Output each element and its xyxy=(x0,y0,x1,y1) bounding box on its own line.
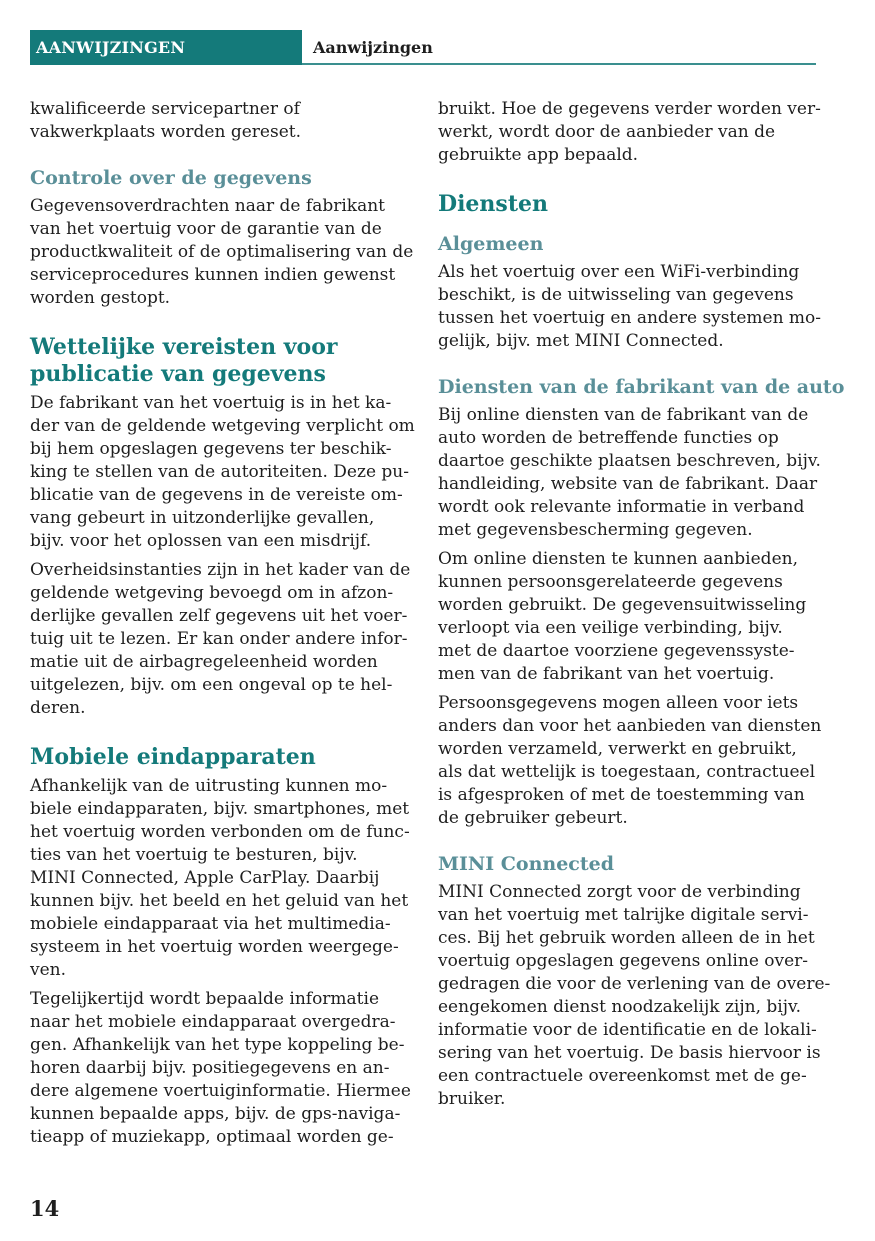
text-line: handleiding, website van de fabrikant. Daar xyxy=(438,474,818,494)
text-line: productkwaliteit of de optimalisering van de xyxy=(30,242,414,262)
text-line: een contractuele overeenkomst met de ge- xyxy=(438,1066,807,1086)
paragraph-mini-connected xyxy=(438,881,831,1111)
text-line: biele eindapparaten, bijv. smartphones, met xyxy=(30,799,410,819)
heading-mini-connected: MINI Connected xyxy=(438,853,615,875)
text-line: Overheidsinstanties zijn in het kader van de xyxy=(30,560,411,580)
text-line: systeem in het voertuig worden weergege- xyxy=(30,937,399,957)
header-rule xyxy=(302,63,816,65)
text-line: matie uit de airbagregeleenheid worden xyxy=(30,652,378,672)
text-line: vakwerkplaats worden gereset. xyxy=(30,122,301,142)
text-line: Persoonsgegevens mogen alleen voor iets xyxy=(438,693,799,713)
page-header-title: Aanwijzingen xyxy=(313,38,433,57)
text-line: kunnen bijv. het beeld en het geluid van het xyxy=(30,891,409,911)
text-line: serviceprocedures kunnen indien gewenst xyxy=(30,265,396,285)
text-line: bijv. voor het oplossen van een misdrijf. xyxy=(30,531,372,551)
text-line: Tegelijkertijd wordt bepaalde informatie xyxy=(30,989,380,1009)
chapter-tab: AANWIJZINGEN xyxy=(30,30,302,65)
text-line: uitgelezen, bijv. om een ongeval op te hel- xyxy=(30,675,393,695)
text-line: eengekomen dienst noodzakelijk zijn, bijv. xyxy=(438,997,801,1017)
text-line: Wettelijke vereisten voor xyxy=(30,334,338,360)
text-line: auto worden de betreffende functies op xyxy=(438,428,779,448)
text-line: de gebruiker gebeurt. xyxy=(438,808,628,828)
paragraph-mobiele-1 xyxy=(30,775,408,982)
paragraph-controle xyxy=(30,195,414,310)
text-line: gebruikte app bepaald. xyxy=(438,145,639,165)
text-line: horen daarbij bijv. positiegegevens en an- xyxy=(30,1058,390,1078)
text-line: is afgesproken of met de toestemming van xyxy=(438,785,805,805)
text-line: ces. Bij het gebruik worden alleen de in het xyxy=(438,928,815,948)
text-line: blicatie van de gegevens in de vereiste om- xyxy=(30,485,403,505)
heading-algemeen: Algemeen xyxy=(438,233,544,255)
paragraph-fabrikant-3 xyxy=(438,692,822,830)
text-line: worden gestopt. xyxy=(30,288,171,308)
text-line: anders dan voor het aanbieden van diensten xyxy=(438,716,822,736)
text-line: kunnen bepaalde apps, bijv. de gps-naviga- xyxy=(30,1104,401,1124)
text-line: ties van het voertuig te besturen, bijv. xyxy=(30,845,358,865)
text-line: kunnen persoonsgerelateerde gegevens xyxy=(438,572,783,592)
text-line: Gegevensoverdrachten naar de fabrikant xyxy=(30,196,385,216)
text-line: wordt ook relevante informatie in verband xyxy=(438,497,805,517)
paragraph-wettelijke-1 xyxy=(30,392,415,553)
text-line: verloopt via een veilige verbinding, bijv. xyxy=(438,618,783,638)
paragraph-fabrikant-1 xyxy=(438,404,821,542)
text-line: tuig uit te lezen. Er kan onder andere infor- xyxy=(30,629,408,649)
text-line: king te stellen van de autoriteiten. Deze pu- xyxy=(30,462,409,482)
text-line: gen. Afhankelijk van het type koppeling be- xyxy=(30,1035,405,1055)
text-line: met gegevensbescherming gegeven. xyxy=(438,520,753,540)
text-line: gelijk, bijv. met MINI Connected. xyxy=(438,331,724,351)
text-line: naar het mobiele eindapparaat overgedra- xyxy=(30,1012,396,1032)
left-column xyxy=(30,98,415,1155)
text-line: gedragen die voor de verlening van de overe- xyxy=(438,974,831,994)
text-line: van het voertuig met talrijke digitale servi- xyxy=(438,905,809,925)
text-line: bruiker. xyxy=(438,1089,506,1109)
text-line: MINI Connected, Apple CarPlay. Daarbij xyxy=(30,868,380,888)
text-line: dere algemene voertuiginformatie. Hiermee xyxy=(30,1081,411,1101)
paragraph-wettelijke-2 xyxy=(30,559,411,720)
text-line: Bij online diensten van de fabrikant van de xyxy=(438,405,809,425)
text-line: derlijke gevallen zelf gegevens uit het voer- xyxy=(30,606,408,626)
text-line: ven. xyxy=(30,960,67,980)
page-number: 14 xyxy=(30,1196,60,1221)
text-line: kwalificeerde servicepartner of xyxy=(30,99,300,119)
right-column xyxy=(438,98,845,1117)
paragraph-algemeen xyxy=(438,261,822,353)
text-line: Om online diensten te kunnen aanbieden, xyxy=(438,549,798,569)
text-line: De fabrikant van het voertuig is in het ka- xyxy=(30,393,392,413)
text-line: het voertuig worden verbonden om de func- xyxy=(30,822,410,842)
text-line: publicatie van gegevens xyxy=(30,361,326,387)
text-line: geldende wetgeving bevoegd om in afzon- xyxy=(30,583,394,603)
text-line: worden gebruikt. De gegevensuitwisseling xyxy=(438,595,807,615)
text-line: met de daartoe voorziene gegevenssyste- xyxy=(438,641,795,661)
text-line: deren. xyxy=(30,698,86,718)
text-line: voertuig opgeslagen gegevens online over- xyxy=(438,951,809,971)
heading-controle: Controle over de gegevens xyxy=(30,167,312,189)
paragraph-intro xyxy=(30,98,408,144)
text-line: Afhankelijk van de uitrusting kunnen mo- xyxy=(30,776,388,796)
text-line: men van de fabrikant van het voertuig. xyxy=(438,664,775,684)
text-line: tussen het voertuig en andere systemen mo- xyxy=(438,308,822,328)
text-line: tieapp of muziekapp, optimaal worden ge- xyxy=(30,1127,394,1147)
text-line: vang gebeurt in uitzonderlijke gevallen, xyxy=(30,508,375,528)
text-line: MINI Connected zorgt voor de verbinding xyxy=(438,882,801,902)
text-line: mobiele eindapparaat via het multimedia- xyxy=(30,914,391,934)
text-line: daartoe geschikte plaatsen beschreven, bijv. xyxy=(438,451,821,471)
text-line: worden verzameld, verwerkt en gebruikt, xyxy=(438,739,797,759)
text-line: bij hem opgeslagen gegevens ter beschik- xyxy=(30,439,392,459)
text-line: der van de geldende wetgeving verplicht om xyxy=(30,416,415,436)
paragraph-fabrikant-2 xyxy=(438,548,816,686)
paragraph-continued xyxy=(438,98,821,167)
text-line: informatie voor de identificatie en de lokali- xyxy=(438,1020,817,1040)
text-line: werkt, wordt door de aanbieder van de xyxy=(438,122,776,142)
paragraph-mobiele-2 xyxy=(30,988,411,1149)
heading-diensten: Diensten xyxy=(438,191,548,217)
text-line: van het voertuig voor de garantie van de xyxy=(30,219,382,239)
text-line: bruikt. Hoe de gegevens verder worden ver- xyxy=(438,99,821,119)
text-line: als dat wettelijk is toegestaan, contractueel xyxy=(438,762,816,782)
heading-diensten-fabrikant: Diensten van de fabrikant van de auto xyxy=(438,376,845,398)
text-line: sering van het voertuig. De basis hiervoor is xyxy=(438,1043,821,1063)
text-line: beschikt, is de uitwisseling van gegevens xyxy=(438,285,794,305)
text-line: Als het voertuig over een WiFi-verbinding xyxy=(438,262,800,282)
heading-mobiele-eindapparaten: Mobiele eindapparaten xyxy=(30,744,316,770)
heading-wettelijke-vereisten xyxy=(30,334,408,388)
